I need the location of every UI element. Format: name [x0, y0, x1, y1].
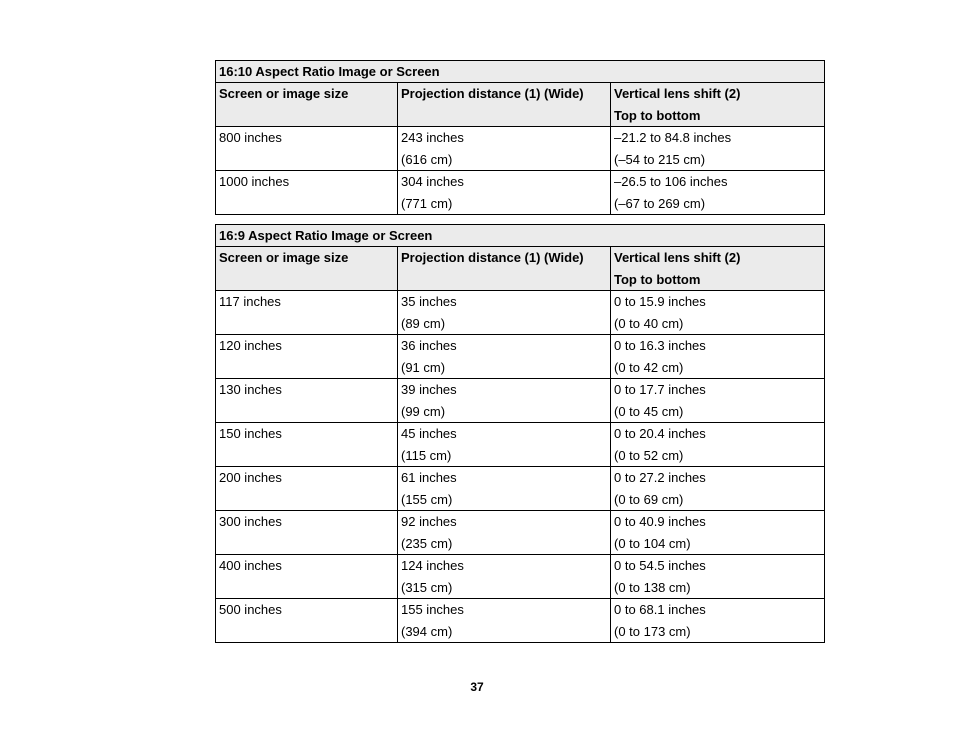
cell-lens-shift: 0 to 15.9 inches (0 to 40 cm)	[611, 291, 825, 335]
table-title-row	[216, 225, 825, 247]
cell-screen-size: 800 inches	[216, 127, 398, 171]
cell-screen-size: 150 inches	[216, 423, 398, 467]
header-projection-distance: Projection distance (1) (Wide)	[398, 83, 611, 127]
header-vertical-lens-shift: Vertical lens shift (2) Top to bottom	[611, 83, 825, 127]
table-row	[216, 467, 825, 511]
cell-lens-shift: 0 to 40.9 inches (0 to 104 cm)	[611, 511, 825, 555]
header-vertical-lens-shift: Vertical lens shift (2) Top to bottom	[611, 247, 825, 291]
table-header-row	[216, 83, 825, 127]
table-row	[216, 555, 825, 599]
cell-projection-distance: 35 inches (89 cm)	[398, 291, 611, 335]
aspect-16-10-table	[215, 60, 825, 215]
table-row	[216, 171, 825, 215]
cell-projection-distance: 36 inches (91 cm)	[398, 335, 611, 379]
cell-projection-distance: 243 inches (616 cm)	[398, 127, 611, 171]
cell-screen-size: 120 inches	[216, 335, 398, 379]
cell-lens-shift: 0 to 68.1 inches (0 to 173 cm)	[611, 599, 825, 643]
table-header-row	[216, 247, 825, 291]
cell-projection-distance: 92 inches (235 cm)	[398, 511, 611, 555]
cell-lens-shift: 0 to 20.4 inches (0 to 52 cm)	[611, 423, 825, 467]
table-row	[216, 291, 825, 335]
cell-screen-size: 200 inches	[216, 467, 398, 511]
table-row	[216, 127, 825, 171]
cell-screen-size: 500 inches	[216, 599, 398, 643]
cell-projection-distance: 39 inches (99 cm)	[398, 379, 611, 423]
cell-screen-size: 400 inches	[216, 555, 398, 599]
cell-screen-size: 300 inches	[216, 511, 398, 555]
cell-projection-distance: 61 inches (155 cm)	[398, 467, 611, 511]
cell-projection-distance: 155 inches (394 cm)	[398, 599, 611, 643]
cell-projection-distance: 45 inches (115 cm)	[398, 423, 611, 467]
table-title: 16:9 Aspect Ratio Image or Screen	[216, 225, 825, 247]
cell-screen-size: 130 inches	[216, 379, 398, 423]
cell-projection-distance: 124 inches (315 cm)	[398, 555, 611, 599]
table-row	[216, 599, 825, 643]
table-row	[216, 335, 825, 379]
cell-lens-shift: 0 to 17.7 inches (0 to 45 cm)	[611, 379, 825, 423]
table-title: 16:10 Aspect Ratio Image or Screen	[216, 61, 825, 83]
cell-screen-size: 117 inches	[216, 291, 398, 335]
table-row	[216, 379, 825, 423]
cell-screen-size: 1000 inches	[216, 171, 398, 215]
header-screen-size: Screen or image size	[216, 83, 398, 127]
cell-lens-shift: –21.2 to 84.8 inches (–54 to 215 cm)	[611, 127, 825, 171]
aspect-16-9-table	[215, 224, 825, 643]
table-title-row	[216, 61, 825, 83]
cell-lens-shift: –26.5 to 106 inches (–67 to 269 cm)	[611, 171, 825, 215]
cell-lens-shift: 0 to 27.2 inches (0 to 69 cm)	[611, 467, 825, 511]
table-row	[216, 511, 825, 555]
cell-projection-distance: 304 inches (771 cm)	[398, 171, 611, 215]
table-row	[216, 423, 825, 467]
page-number: 37	[470, 680, 484, 694]
header-projection-distance: Projection distance (1) (Wide)	[398, 247, 611, 291]
cell-lens-shift: 0 to 16.3 inches (0 to 42 cm)	[611, 335, 825, 379]
header-screen-size: Screen or image size	[216, 247, 398, 291]
cell-lens-shift: 0 to 54.5 inches (0 to 138 cm)	[611, 555, 825, 599]
